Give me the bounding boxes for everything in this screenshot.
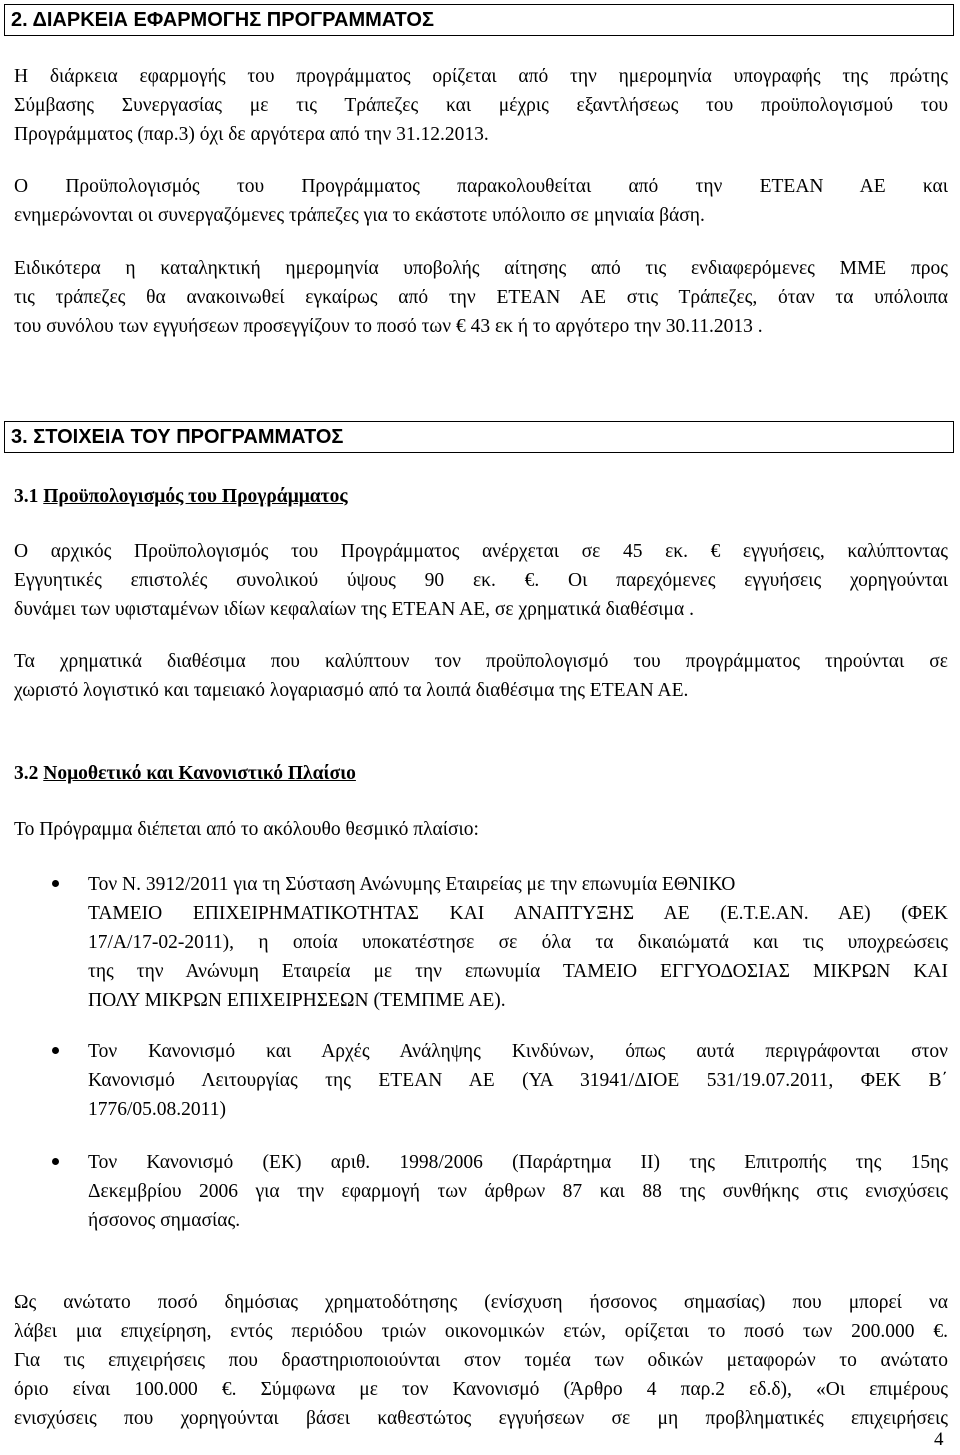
- text-line: του συνόλου των εγγυήσεων προσεγγίζουν το ποσό των € 43 εκ ή το αργότερο την 30.11.2013 .: [14, 316, 763, 337]
- text-line: δυνάμει των υφισταμένων ιδίων κεφαλαίων της ΕΤΕΑΝ ΑΕ, σε χρηματικά διαθέσιμα .: [14, 599, 694, 620]
- section-2-heading: [4, 4, 954, 36]
- text-line: όριο είναι 100.000 €. Σύμφωνα με τον Κανονισμό (Άρθρο 4 παρ.2 εδ.δ), «Οι επιμέρους: [14, 1379, 948, 1400]
- bullet-icon: [52, 880, 59, 887]
- text-line: Ειδικότερα η καταληκτική ημερομηνία υποβολής αίτησης από τις ενδιαφερόμενες ΜΜΕ προς: [14, 258, 948, 279]
- text-line: Προγράμματος (παρ.3) όχι δε αργότερα από την 31.12.2013.: [14, 124, 489, 145]
- subsection-3-1-heading: [14, 482, 348, 511]
- bullet-icon: [52, 1158, 59, 1165]
- page-number: 4: [934, 1429, 944, 1450]
- text-line: Ως ανώτατο ποσό δημόσιας χρηματοδότησης (ενίσχυση ήσσονος σημασίας) που μπορεί να: [14, 1292, 948, 1313]
- text-line: Τα χρηματικά διαθέσιμα που καλύπτουν τον προϋπολογισμό του προγράμματος τηρούνται σε: [14, 651, 948, 672]
- text-line: Δεκεμβρίου 2006 για την εφαρμογή των άρθρων 87 και 88 της συνθήκης στις ενισχύσεις: [88, 1181, 948, 1202]
- bullet-icon: [52, 1047, 59, 1054]
- text-line: Τον Κανονισμό (ΕΚ) αριθ. 1998/2006 (Παράρτημα ΙΙ) της Επιτροπής της 15ης: [88, 1152, 948, 1173]
- list-item: [36, 1037, 948, 1125]
- text-line: ΠΟΛΥ ΜΙΚΡΩΝ ΕΠΙΧΕΙΡΗΣΕΩΝ (ΤΕΜΠΜΕ ΑΕ).: [88, 990, 506, 1011]
- text-line: Για τις επιχειρήσεις που δραστηριοποιούνται στον τομέα των οδικών μεταφορών το ανώτατο: [14, 1350, 948, 1371]
- text-line: 17/Α/17-02-2011), η οποία υποκατέστησε σε όλα τα δικαιώματά και τις υποχρεώσεις: [88, 932, 948, 953]
- section-3-heading: [4, 421, 954, 453]
- section-2-paragraph-3: [14, 254, 948, 341]
- text-line: Το Πρόγραμμα διέπεται από το ακόλουθο θεσμικό πλαίσιο:: [14, 819, 479, 840]
- text-line: Εγγυητικές επιστολές συνολικού ύψους 90 εκ. €. Οι παρεχόμενες εγγυήσεις χορηγούνται: [14, 570, 948, 591]
- section-3-1-paragraph-2: [14, 647, 948, 705]
- text-line: ήσσονος σημασίας.: [88, 1210, 241, 1231]
- section-3-2-intro: [14, 815, 948, 844]
- text-line: Τον Κανονισμό και Αρχές Ανάληψης Κινδύνων, όπως αυτά περιγράφονται στον: [88, 1041, 948, 1062]
- text-line: Κανονισμό Λειτουργίας της ΕΤΕΑΝ ΑΕ (ΥΑ 31941/ΔΙΟΕ 531/19.07.2011, ΦΕΚ Β΄: [88, 1070, 948, 1091]
- text-line: χωριστό λογιστικό και ταμειακό λογαριασμό από τα λοιπά διαθέσιμα της ΕΤΕΑΝ ΑΕ.: [14, 680, 689, 701]
- text-line: λάβει μια επιχείρηση, εντός περιόδου τριών οικονομικών ετών, ορίζεται το ποσό των 200.000 €.: [14, 1321, 948, 1342]
- text-line: ενισχύσεις που χορηγούνται βάσει καθεστώτος εγγυήσεων σε μη προβληματικές επιχειρήσεις: [14, 1408, 948, 1429]
- section-2-paragraph-1: [14, 62, 948, 149]
- subsection-number: 3.2: [14, 763, 44, 784]
- text-line: ενημερώνονται οι συνεργαζόμενες τράπεζες για το εκάστοτε υπόλοιπο σε μηνιαία βάση.: [14, 205, 705, 226]
- section-3-2-paragraph-3: [14, 1288, 948, 1433]
- list-item: [36, 1148, 948, 1236]
- text-line: ΤΑΜΕΙΟ ΕΠΙΧΕΙΡΗΜΑΤΙΚΟΤΗΤΑΣ ΚΑΙ ΑΝΑΠΤΥΞΗΣ ΑΕ (Ε.Τ.Ε.ΑΝ. ΑΕ) (ΦΕΚ: [88, 903, 948, 924]
- text-line: 1776/05.08.2011): [88, 1099, 226, 1120]
- section-3-1-paragraph-1: [14, 537, 948, 624]
- section-3-heading-text: 3. ΣΤΟΙΧΕΙΑ ΤΟΥ ΠΡΟΓΡΑΜΜΑΤΟΣ: [11, 426, 344, 448]
- text-line: Ο Προϋπολογισμός του Προγράμματος παρακολουθείται από την ΕΤΕΑΝ ΑΕ και: [14, 176, 948, 197]
- text-line: της την Ανώνυμη Εταιρεία με την επωνυμία ΤΑΜΕΙΟ ΕΓΓΥΟΔΟΣΙΑΣ ΜΙΚΡΩΝ ΚΑΙ: [88, 961, 948, 982]
- list-item: [36, 870, 948, 1016]
- subsection-number: 3.1: [14, 486, 44, 507]
- text-line: τις τράπεζες θα ανακοινωθεί εγκαίρως από την ΕΤΕΑΝ ΑΕ στις Τράπεζες, όταν τα υπόλοιπα: [14, 287, 948, 308]
- subsection-title: Νομοθετικό και Κανονιστικό Πλαίσιο: [43, 763, 356, 784]
- subsection-3-2-heading: [14, 759, 356, 788]
- section-2-paragraph-2: [14, 172, 948, 230]
- text-line: Η διάρκεια εφαρμογής του προγράμματος ορίζεται από την ημερομηνία υπογραφής της πρώτης: [14, 66, 948, 87]
- subsection-title: Προϋπολογισμός του Προγράμματος: [43, 486, 348, 507]
- section-2-heading-text: 2. ΔΙΑΡΚΕΙΑ ΕΦΑΡΜΟΓΗΣ ΠΡΟΓΡΑΜΜΑΤΟΣ: [11, 9, 434, 31]
- text-line: Ο αρχικός Προϋπολογισμός του Προγράμματος ανέρχεται σε 45 εκ. € εγγυήσεις, καλύπτοντας: [14, 541, 948, 562]
- text-line: Σύμβασης Συνεργασίας με τις Τράπεζες και μέχρις εξαντλήσεως του προϋπολογισμού του: [14, 95, 948, 116]
- text-line: Τον Ν. 3912/2011 για τη Σύσταση Ανώνυμης Εταιρείας με την επωνυμία ΕΘΝΙΚΟ: [88, 874, 736, 895]
